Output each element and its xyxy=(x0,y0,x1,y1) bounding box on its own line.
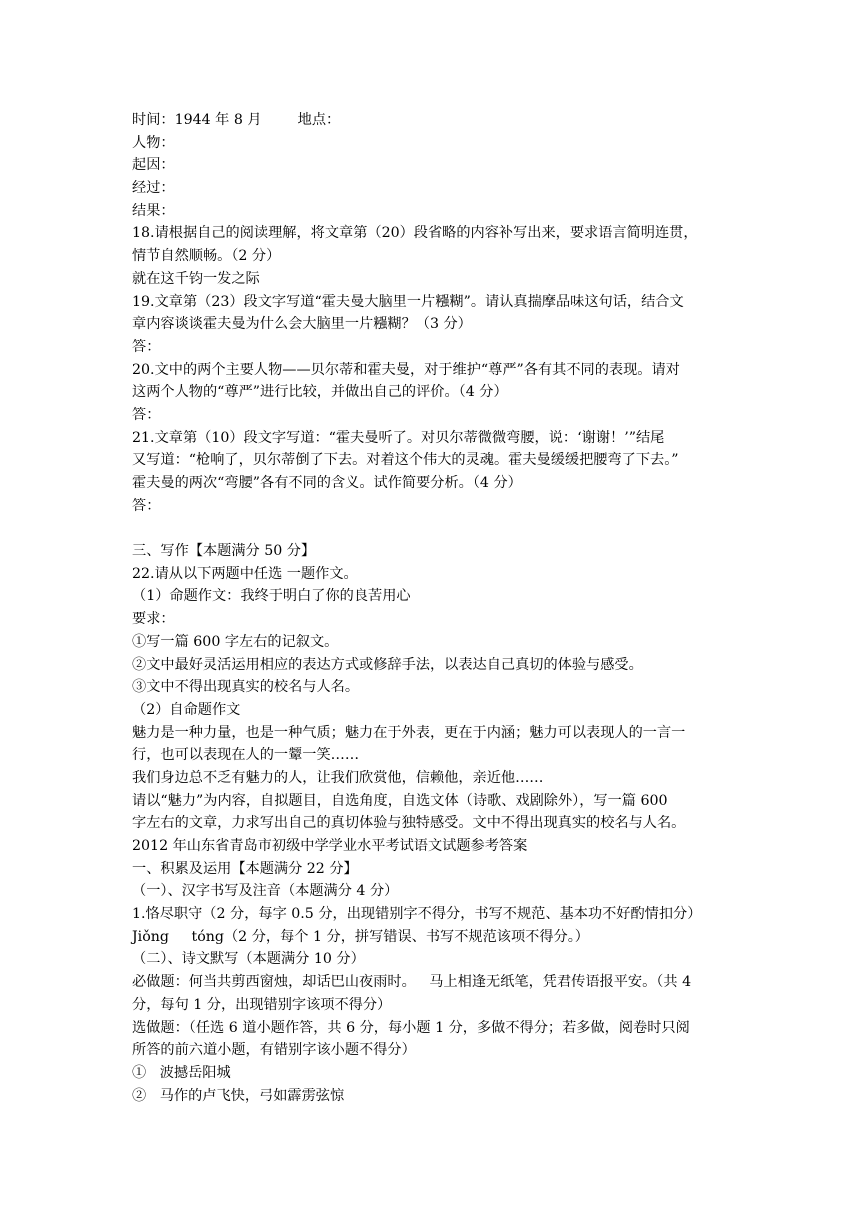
optional-answer-item-2: ② 马作的卢飞快，弓如霹雳弦惊 xyxy=(132,1087,345,1104)
requirements-label: 要求： xyxy=(132,611,175,628)
document-page xyxy=(132,109,738,1107)
requirement-3: ③文中不得出现真实的校名与人名。 xyxy=(132,679,360,696)
section-writing-heading: 三、写作【本题满分 50 分】 xyxy=(132,543,316,560)
requirement-1: ①写一篇 600 字左右的记叙文。 xyxy=(132,633,339,650)
question-20-line-2: 这两个人物的“尊严”进行比较，并做出自己的评价。（4 分） xyxy=(132,384,508,401)
question-22-intro: 22.请从以下两题中任选 一题作文。 xyxy=(132,565,358,582)
result-line: 结果： xyxy=(132,202,175,219)
question-20-answer-label: 答： xyxy=(132,406,161,423)
question-21-line-2: 又写道：“枪响了，贝尔蒂倒了下去。对着这个伟大的灵魂。霍夫曼缓缓把腰弯了下去。” xyxy=(132,452,679,469)
question-21-line-1: 21.文章第（10）段文字写道：“霍夫曼听了。对贝尔蒂微微弯腰，说：‘谢谢！’”结尾 xyxy=(132,429,665,446)
charm-paragraph-line-3: 我们身边总不乏有魅力的人，让我们欣赏他，信赖他，亲近他…… xyxy=(132,769,544,786)
requirement-2: ②文中最好灵活运用相应的表达方式或修辞手法，以表达自己真切的体验与感受。 xyxy=(132,656,643,673)
optional-answer-line-1: 选做题：（任选 6 道小题作答，共 6 分，每小题 1 分，多做不得分；若多做，阅卷时只阅 xyxy=(132,1019,690,1036)
blank-line xyxy=(132,517,738,540)
answer-subsection-1-heading: （一）、汉字书写及注音（本题满分 4 分） xyxy=(132,883,399,900)
cause-line: 起因： xyxy=(132,157,175,174)
question-19-line-1: 19.文章第（23）段文字写道“霍夫曼大脑里一片糨糊”。请认真揣摩品味这句话，结合文 xyxy=(132,293,684,310)
answer-1-line-1: 1.恪尽职守（2 分，每字 0.5 分，出现错别字不得分，书写不规范、基本功不好酌情扣分） xyxy=(132,906,702,923)
essay-option-1-title: （1）命题作文：我终于明白了你的良苦用心 xyxy=(132,588,411,605)
question-18-answer-start: 就在这千钧一发之际 xyxy=(132,270,260,287)
essay-option-2-title: （2）自命题作文 xyxy=(132,701,241,718)
optional-answer-item-1: ① 波撼岳阳城 xyxy=(132,1064,231,1081)
question-20-line-1: 20.文中的两个主要人物——贝尔蒂和霍夫曼，对于维护“尊严”各有其不同的表现。请对 xyxy=(132,361,680,378)
process-line: 经过： xyxy=(132,180,175,197)
answer-1-line-2: Jiǒng tóng（2 分，每个 1 分，拼写错误、书写不规范该项不得分。） xyxy=(132,928,589,945)
question-19-answer-label: 答： xyxy=(132,338,161,355)
charm-instruction-line-2: 字左右的文章，力求写出自己的真切体验与独特感受。文中不得出现真实的校名与人名。 xyxy=(132,815,686,832)
question-21-line-3: 霍夫曼的两次“弯腰”各有不同的含义。试作简要分析。（4 分） xyxy=(132,475,522,491)
answer-key-title: 2012 年山东省青岛市初级中学学业水平考试语文试题参考答案 xyxy=(132,838,528,854)
answer-subsection-2-heading: （二）、诗文默写（本题满分 10 分） xyxy=(132,951,365,968)
characters-line: 人物： xyxy=(132,134,175,151)
question-18-line-2: 情节自然顺畅。（2 分） xyxy=(132,248,281,265)
charm-paragraph-line-2: 行，也可以表现在人的一颦一笑…… xyxy=(132,747,360,764)
required-answer-line-1: 必做题：何当共剪西窗烛，却话巴山夜雨时。 马上相逢无纸笔，凭君传语报平安。（共 4 xyxy=(132,974,692,991)
charm-paragraph-line-1: 魅力是一种力量，也是一种气质；魅力在于外表，更在于内涵；魅力可以表现人的一言一 xyxy=(132,724,686,741)
question-18-line-1: 18.请根据自己的阅读理解，将文章第（20）段省略的内容补写出来，要求语言简明连贯， xyxy=(132,225,698,242)
answer-section-1-heading: 一、积累及运用【本题满分 22 分】 xyxy=(132,860,358,877)
question-19-line-2: 章内容谈谈霍夫曼为什么会大脑里一片糨糊？（3 分） xyxy=(132,316,472,333)
time-place-line: 时间：1944 年 8 月 地点： xyxy=(132,112,341,128)
required-answer-line-2: 分，每句 1 分，出现错别字该项不得分） xyxy=(132,996,392,1013)
question-21-answer-label: 答： xyxy=(132,497,161,514)
charm-instruction-line-1: 请以“魅力”为内容，自拟题目，自选角度，自选文体（诗歌、戏剧除外），写一篇 600 xyxy=(132,792,668,809)
optional-answer-line-2: 所答的前六道小题，有错别字该小题不得分） xyxy=(132,1042,416,1059)
